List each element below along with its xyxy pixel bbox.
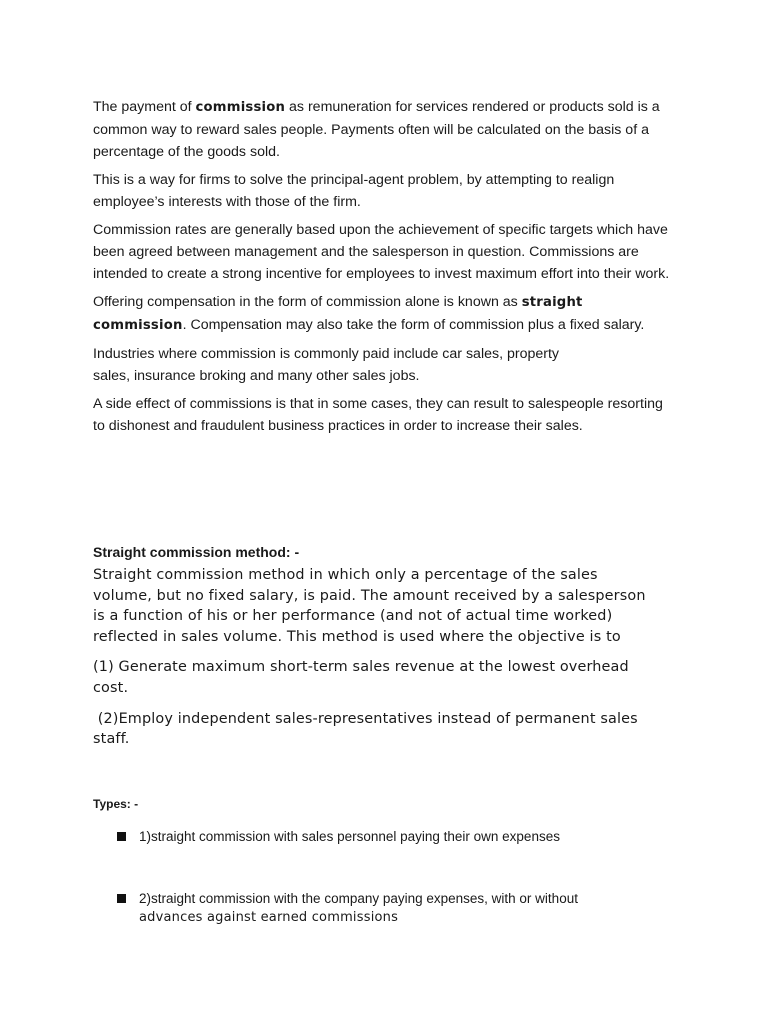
list-item	[117, 889, 657, 927]
straight-commission-body	[93, 565, 653, 750]
p5-line2: sales, insurance broking and many other sales jobs.	[93, 368, 420, 384]
p4-pre: Offering compensation in the form of commission alone is known as	[93, 294, 522, 310]
objective-point-1: (1) Generate maximum short-term sales revenue at the lowest overhead cost.	[93, 659, 629, 696]
objective-point-2: (2)Employ independent sales-representatives instead of permanent sales staff.	[93, 710, 643, 748]
paragraph-straight-commission	[93, 291, 673, 337]
square-bullet-icon	[117, 894, 126, 903]
paragraph-industries	[93, 343, 673, 387]
paragraph-commission-rates: Commission rates are generally based upon the achievement of specific targets which have been agreed between management and the salesperson in question. Commissions are intended to create a strong incentive for employees to invest maximum effort into their work.	[93, 222, 670, 282]
p1-post: as remuneration for services rendered or products sold is a common way to reward sales people. Payments often will be calculated on the basis of a percentage of the goods sold.	[93, 99, 660, 160]
p5-line1: Industries where commission is commonly paid include car sales, property	[93, 346, 560, 362]
p4-post: . Compensation may also take the form of commission plus a fixed salary.	[182, 317, 645, 333]
type-item-2-line-1: 2)straight commission with the company paying expenses, with or without	[139, 891, 578, 906]
list-item	[117, 827, 657, 846]
paragraph-side-effect: A side effect of commissions is that in some cases, they can result to salespeople resorting to dishonest and fraudulent business practices in order to increase their sales.	[93, 396, 663, 434]
p4-bold-term: straight commission	[93, 295, 583, 333]
paragraph-commission-definition	[93, 96, 673, 163]
p1-bold-term: commission	[195, 100, 286, 115]
types-label: Types: -	[93, 797, 139, 811]
intro-section	[93, 96, 673, 443]
type-item-2-line-2: advances against earned commissions	[139, 910, 399, 925]
square-bullet-icon	[117, 832, 126, 841]
type-item-1: 1)straight commission with sales personnel paying their own expenses	[139, 829, 560, 844]
p1-pre: The payment of	[93, 99, 196, 115]
paragraph-principal-agent: This is a way for firms to solve the principal-agent problem, by attempting to realign employee’s interests with those of the firm.	[93, 172, 615, 210]
section-heading: Straight commission method: -	[93, 544, 300, 560]
section-body-text: Straight commission method in which only a percentage of the sales volume, but no fixed salary, is paid. The amount received by a salesperson is a function of his or her performance (and not of actual time worked) reflected in sales volume. This method is used where the objective is to	[93, 567, 646, 645]
